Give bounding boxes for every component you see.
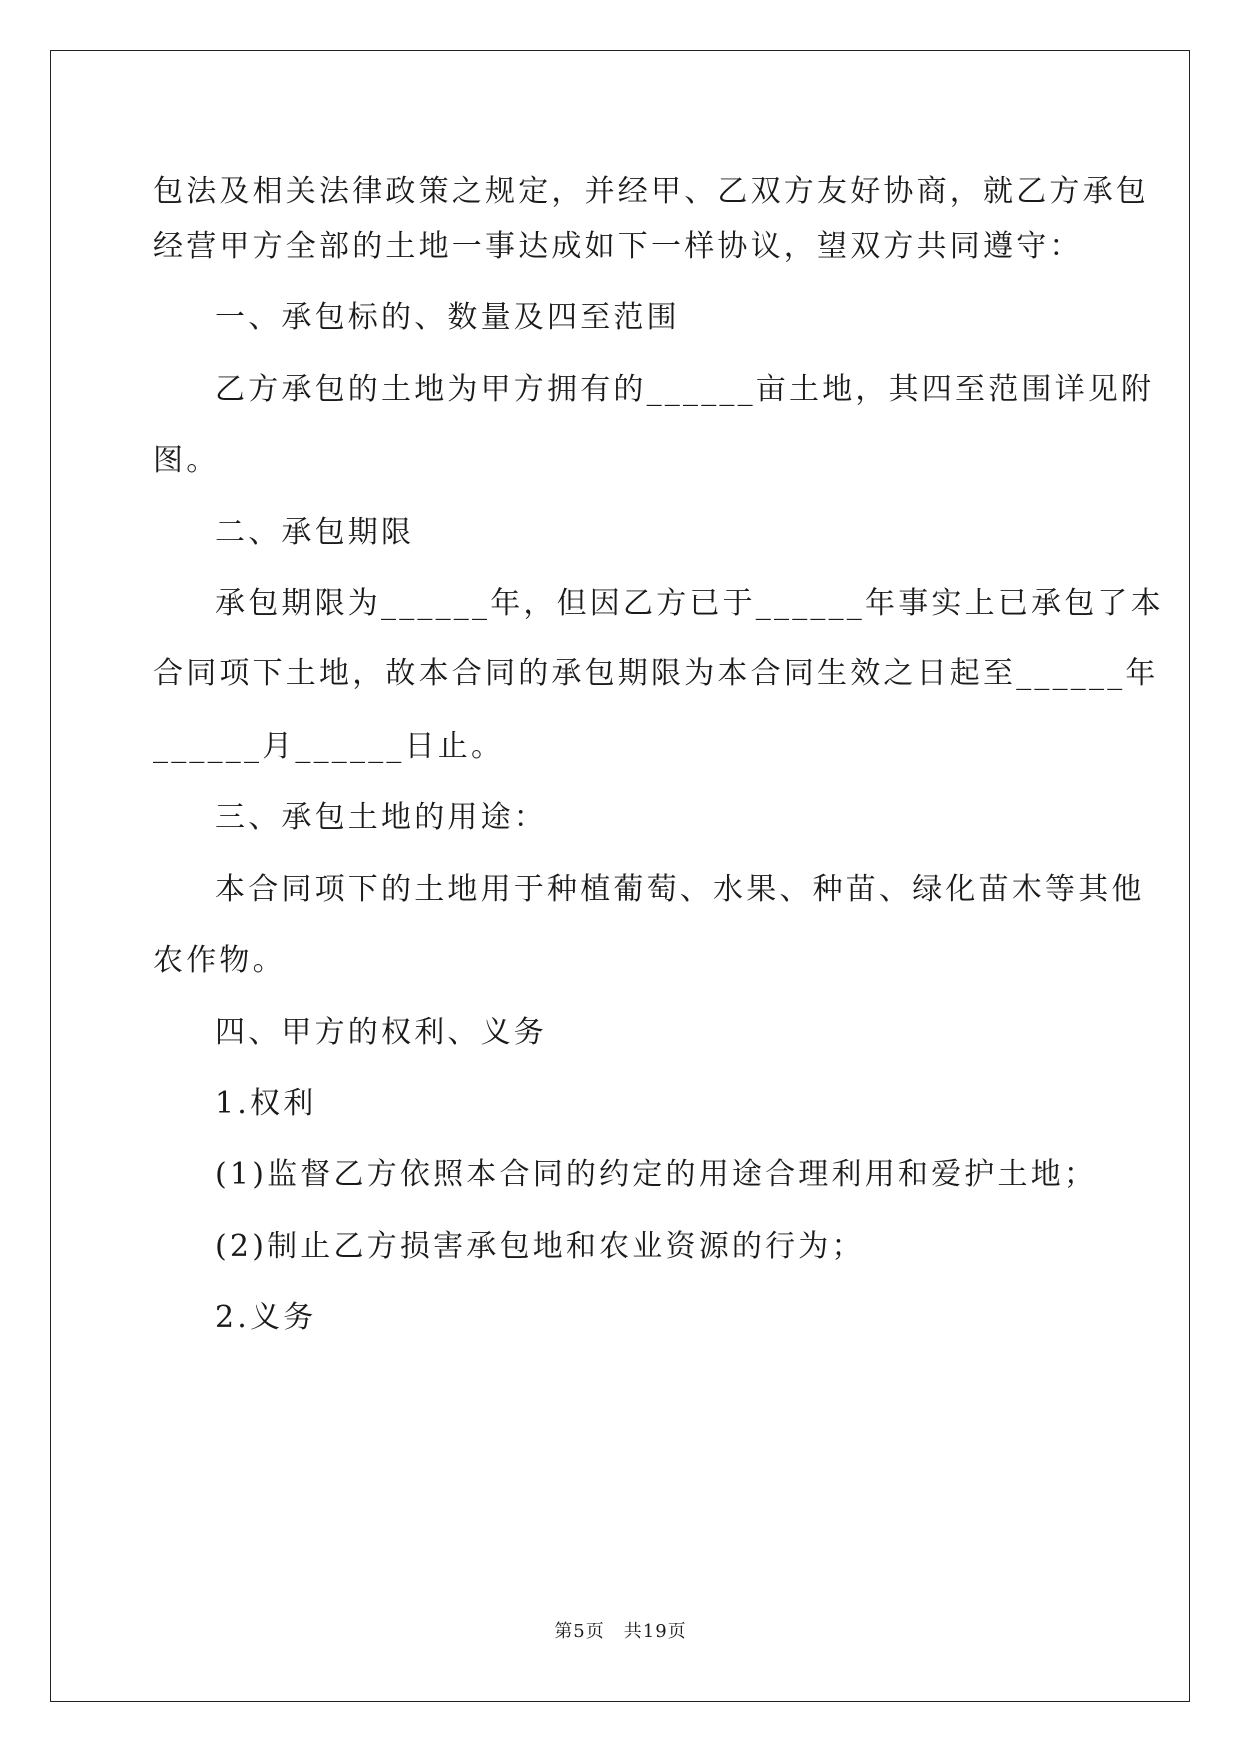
paragraph-line: 乙方承包的土地为甲方拥有的______亩土地，其四至范围详见附: [215, 372, 1155, 407]
list-item: (1)监督乙方依照本合同的约定的用途合理利用和爱护土地；: [215, 1157, 1098, 1192]
paragraph-line: 农作物。: [153, 943, 286, 978]
paragraph-line: 承包期限为______年，但因乙方已于______年事实上已承包了本: [215, 586, 1164, 621]
page-number-footer: 第5页 共19页: [554, 1621, 687, 1642]
paragraph-line: 合同项下土地，故本合同的承包期限为本合同生效之日起至______年: [153, 656, 1159, 691]
subsection-heading: 1.权利: [215, 1086, 317, 1121]
paragraph-line: 图。: [153, 443, 220, 478]
section-heading: 二、承包期限: [215, 515, 415, 550]
section-heading: 四、甲方的权利、义务: [215, 1015, 547, 1050]
paragraph-line: 包法及相关法律政策之规定，并经甲、乙双方友好协商，就乙方承包: [153, 174, 1149, 209]
paragraph-line: ______月______日止。: [153, 729, 505, 764]
subsection-heading: 2.义务: [215, 1300, 317, 1335]
section-heading: 三、承包土地的用途：: [215, 800, 547, 835]
list-item: (2)制止乙方损害承包地和农业资源的行为；: [215, 1229, 865, 1264]
section-heading: 一、承包标的、数量及四至范围: [215, 300, 680, 335]
paragraph-line: 经营甲方全部的土地一事达成如下一样协议，望双方共同遵守：: [153, 229, 1083, 264]
paragraph-line: 本合同项下的土地用于种植葡萄、水果、种苗、绿化苗木等其他: [215, 872, 1145, 907]
